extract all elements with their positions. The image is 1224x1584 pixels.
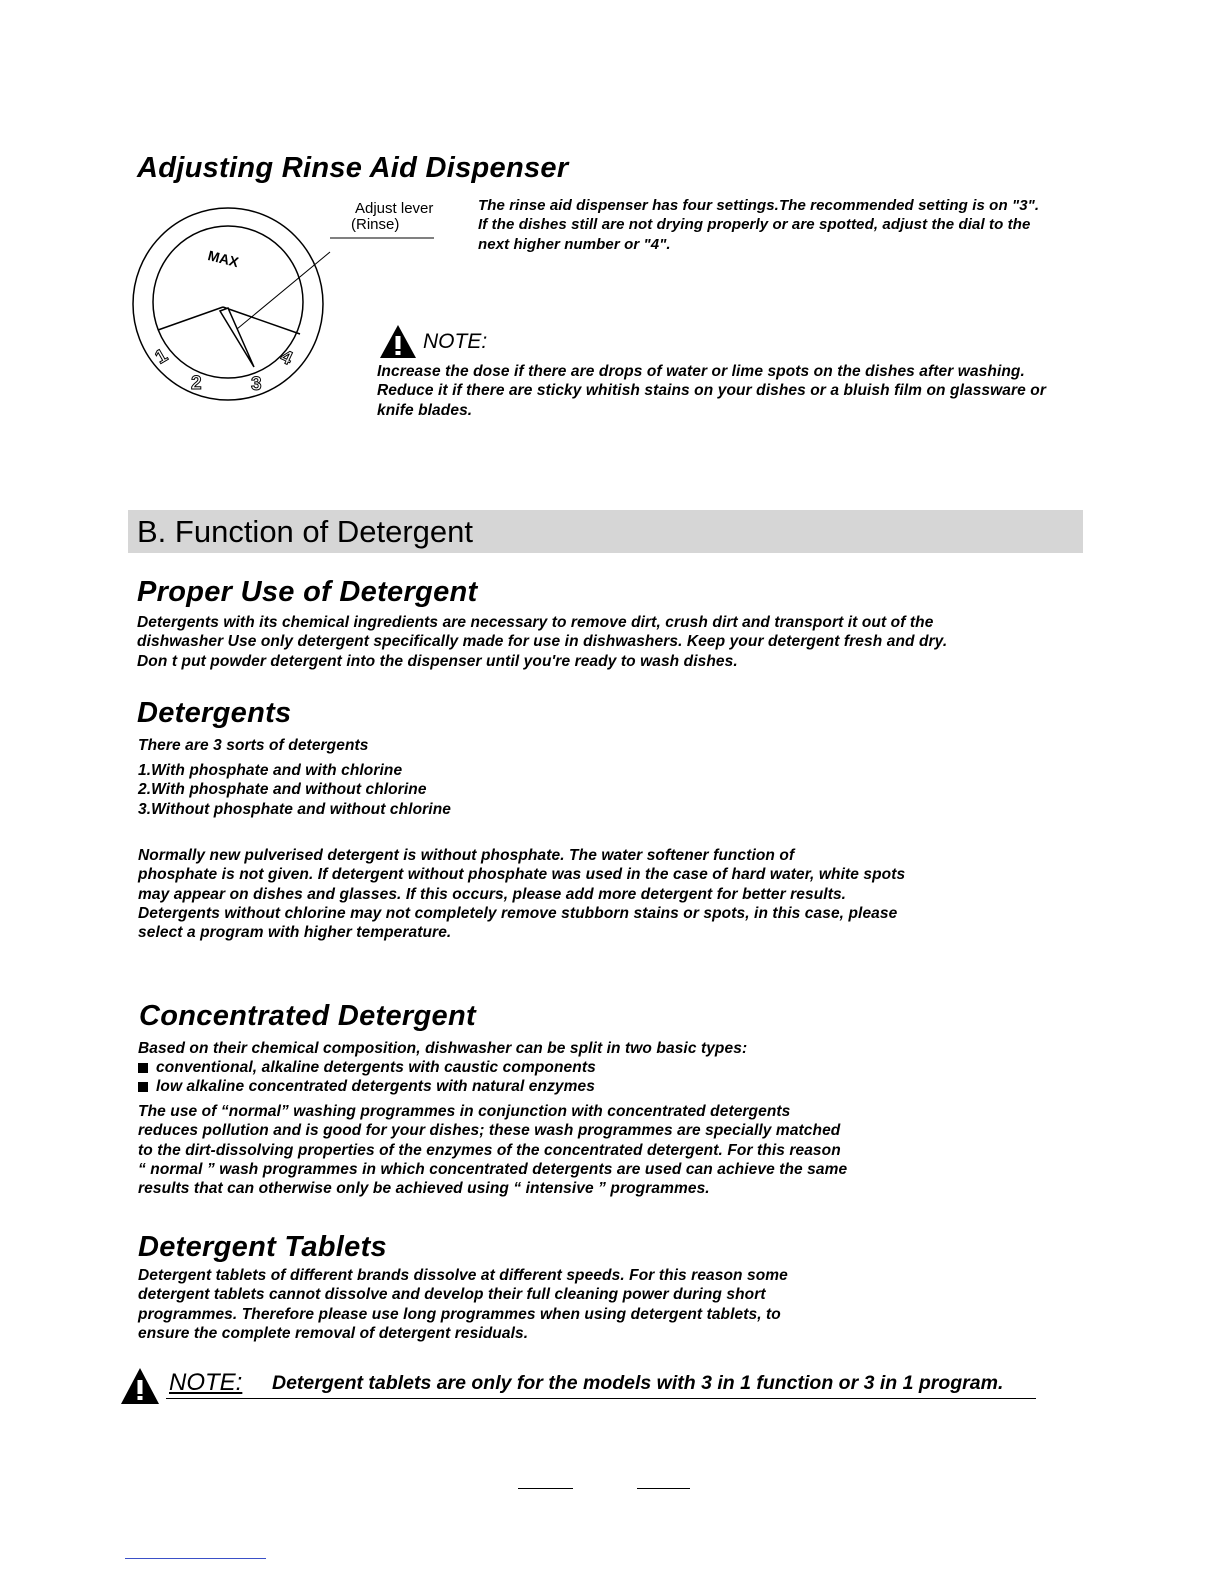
lever-leader-line	[237, 252, 330, 329]
concentrated-line: “ normal ” wash programmes in which concentrated detergents are used can achieve the same	[138, 1160, 848, 1178]
concentrated-line: to the dirt-dissolving properties of the enzymes of the concentrated detergent. For this reason	[138, 1141, 841, 1159]
tablets-line: programmes. Therefore please use long programmes when using detergent tablets, to	[138, 1305, 781, 1323]
proper-use-line: dishwasher Use only detergent specifically made for use in dishwashers. Keep your detergent fresh and dry.	[137, 633, 948, 651]
tablets-line: ensure the complete removal of detergent residuals.	[138, 1324, 529, 1342]
concentrated-type-item: conventional, alkaline detergents with caustic components	[138, 1058, 596, 1077]
rinse-desc-line: next higher number or "4".	[478, 235, 671, 253]
lever-label-line-2: (Rinse)	[351, 216, 400, 233]
section-b-title: B. Function of Detergent	[137, 514, 474, 549]
proper-use-line: Don t put powder detergent into the dispenser until you're ready to wash dishes.	[137, 652, 738, 670]
tablets-line: detergent tablets cannot dissolve and develop their full cleaning power during short	[138, 1286, 766, 1304]
proper-use-line: Detergents with its chemical ingredients are necessary to remove dirt, crush dirt and transport it out of the	[137, 614, 934, 631]
tablets-paragraph	[138, 1266, 788, 1343]
concentrated-heading: Concentrated Detergent	[139, 1000, 476, 1032]
rinse-note-line: Increase the dose if there are drops of water or lime spots on the dishes after washing.	[377, 363, 1025, 380]
detergent-sort-item: 1.With phosphate and with chlorine	[138, 762, 403, 779]
detergents-intro: There are 3 sorts of detergents	[138, 737, 369, 754]
detergent-sort-item: 2.With phosphate and without chlorine	[138, 781, 427, 799]
dial-left-mark	[158, 307, 223, 330]
rinse-note-label: NOTE:	[423, 330, 488, 353]
concentrated-paragraph	[138, 1102, 847, 1198]
footer-blue-rule	[125, 1558, 266, 1559]
detergent-sort-item: 3.Without phosphate and without chlorine	[138, 800, 451, 818]
footer-rule-left	[518, 1488, 573, 1489]
rinse-desc-line: The rinse aid dispenser has four settings.The recommended setting is on "3".	[478, 197, 1040, 214]
detergents-line: Normally new pulverised detergent is without phosphate. The water softener function of	[138, 847, 795, 864]
detergents-paragraph	[138, 846, 905, 942]
detergents-line: select a program with higher temperature.	[138, 924, 452, 942]
proper-use-heading: Proper Use of Detergent	[137, 576, 478, 608]
bottom-note-label: NOTE:	[169, 1369, 243, 1396]
lever-label-line-1: Adjust lever	[355, 200, 434, 217]
dial-label-3: 3	[251, 374, 262, 395]
detergents-heading: Detergents	[137, 697, 292, 729]
concentrated-line: reduces pollution and is good for your dishes; these wash programmes are specially matched	[138, 1122, 841, 1140]
dial-inner-ring	[153, 226, 303, 378]
square-bullet-icon	[138, 1082, 148, 1092]
bottom-note-underline	[166, 1398, 1036, 1399]
tablets-heading: Detergent Tablets	[138, 1231, 387, 1263]
concentrated-line: The use of “normal” washing programmes in conjunction with concentrated detergents	[138, 1103, 791, 1120]
concentrated-types-list	[138, 1058, 596, 1097]
rinse-note-text	[377, 362, 1046, 420]
detergents-sorts-list	[138, 761, 451, 819]
bottom-note-text: Detergent tablets are only for the models with 3 in 1 function or 3 in 1 program.	[272, 1372, 1004, 1394]
dial-outer-ring	[133, 208, 323, 400]
concentrated-line: results that can otherwise only be achieved using “ intensive ” programmes.	[138, 1180, 710, 1198]
detergents-line: phosphate is not given. If detergent without phosphate was used in the case of hard water, white spots	[138, 866, 906, 884]
rinse-note-line: knife blades.	[377, 401, 473, 419]
rinse-heading: Adjusting Rinse Aid Dispenser	[137, 152, 569, 184]
dial-label-max: MAX	[206, 247, 241, 271]
warning-icon	[120, 1366, 160, 1405]
rinse-description	[478, 196, 1039, 254]
tablets-line: Detergent tablets of different brands dissolve at different speeds. For this reason some	[138, 1267, 788, 1284]
footer-rule-right	[637, 1488, 690, 1489]
detergents-line: Detergents without chlorine may not completely remove stubborn stains or spots, in this case, please	[138, 904, 898, 922]
rinse-note-line: Reduce it if there are sticky whitish stains on your dishes or a bluish film on glassware or	[377, 382, 1046, 400]
dial-label-1: 1	[151, 345, 172, 369]
rinse-desc-line: If the dishes still are not drying properly or are spotted, adjust the dial to the	[478, 216, 1031, 234]
proper-use-paragraph	[137, 613, 947, 671]
detergents-line: may appear on dishes and glasses. If this occurs, please add more detergent for better results.	[138, 885, 847, 903]
dial-label-4: 4	[277, 346, 296, 370]
square-bullet-icon	[138, 1063, 148, 1073]
dial-label-2: 2	[191, 373, 202, 394]
concentrated-type-item: low alkaline concentrated detergents with natural enzymes	[138, 1077, 596, 1096]
warning-icon	[379, 323, 417, 359]
concentrated-intro: Based on their chemical composition, dishwasher can be split in two basic types:	[138, 1040, 748, 1057]
